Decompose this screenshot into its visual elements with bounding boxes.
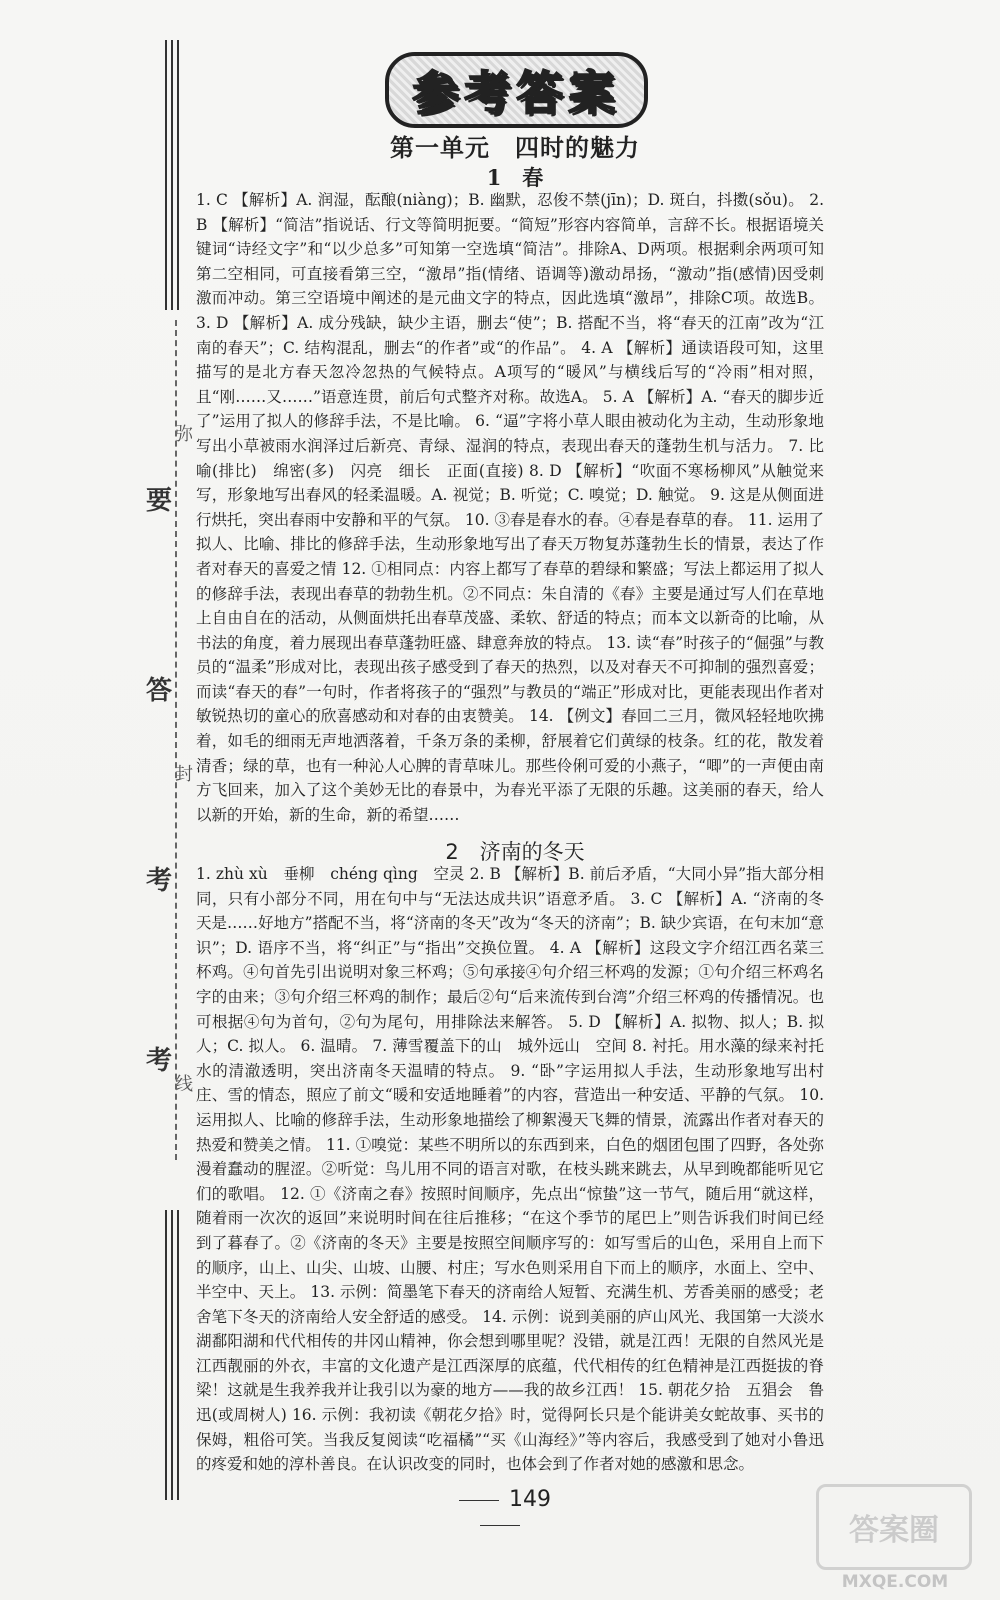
binding-rail — [165, 40, 167, 310]
binding-seal-text: 要 — [145, 486, 172, 516]
answer-text: 1. C 【解析】A. 润湿，酝酿(niàng)；B. 幽默，忍俊不禁(jīn)；D. 斑白，抖擞(sǒu)。 2. B 【解析】“简洁”指说话、行文等简明扼要。“简短”形容内容简单，言辞不长。根据语境关键词“诗经文字”和“以少总多”可知第一空选填“简洁”。排除A、D两项。根据剩余两项可知第二空相同，可直接看第三空，“激昂”指(情绪、语调等)激动昂扬，“激动”指(感情)因受刺激而冲动。第三空语境中阐述的是元曲文字的特点，因此选填“激昂”，排除C项。故选B。 3. D 【解析】A. 成分残缺，缺少主语，删去“使”；B. 搭配不当，将“春天的江南”改为“江南的春天”；C. 结构混乱，删去“的作者”或“的作品”。 4. A 【解析】通读语段可知，这里描写的是北方春天忽冷忽热的气候特点。A项写的“暖风”与横线后写的“冷雨”相对照，且“刚……又……”语意连贯，前后句式整齐对称。故选A。 5. A 【解析】A. “春天的脚步近了”运用了拟人的修辞手法，不是比喻。 6. “逼”字将小草人眼由被动化为主动，生动形象地写出小草被雨水润泽过后新亮、青绿、湿润的特点，表现出春天的蓬勃生机与活力。 7. 比喻(排比) 绵密(多) 闪亮 细长 正面(直接) 8. D 【解析】“吹面不寒杨柳风”从触觉来写，形象地写出春风的轻柔温暖。A. 视觉；B. 听觉；C. 嗅觉；D. 触觉。 9. 这是从侧面进行烘托，突出春雨中安静和平的气氛。 10. ③春是春水的春。④春是春草的春。 11. 运用了拟人、比喻、排比的修辞手法，生动形象地写出了春天万物复苏蓬勃生长的情景，表达了作者对春天的喜爱之情 12. ①相同点：内容上都写了春草的碧绿和繁盛；写法上都运用了拟人的修辞手法，表现出春草的勃勃生机。②不同点：朱自清的《春》主要是通过写人们在草地上自由自在的活动，从侧面烘托出春草茂盛、柔软、舒适的特点；而本文以新奇的比喻，从书法的角度，着力展现出春草蓬勃旺盛、肆意奔放的特点。 13. 读“春”时孩子的“倔强”与教员的“温柔”形成对比，表现出孩子感受到了春天的热烈，以及对春天不可抑制的强烈喜爱；而读“春天的春”一句时，作者将孩子的“强烈”与教员的“端正”形成对比，更能表现出作者对敏锐热切的童心的欣喜感动和对春的由衷赞美。 14. 【例文】春回二三月，微风轻轻地吹拂着，如毛的细雨无声地洒落着，千条万条的柔柳，舒展着它们黄绿的枝条。红的花，散发着清香；绿的草，也有一种沁人心脾的青草味儿。那些伶俐可爱的小燕子，“唧”的一声便由南方飞回来，加入了这个美妙无比的春景中，为春光平添了无限的乐趣。这美丽的春天，给人以新的开始，新的生命，新的希望…… — [196, 191, 825, 824]
watermark-logo: 答案圈 — [816, 1484, 972, 1570]
lesson-title: 2 济南的冬天 — [445, 840, 585, 864]
binding-rail — [165, 1210, 167, 1500]
lesson-title: 1 春 — [486, 165, 544, 190]
binding-seal-text: 考 — [145, 1046, 172, 1076]
page-number: 149 — [420, 1487, 580, 1537]
banner-text: 参考答案 — [412, 66, 621, 120]
binding-seal-text: 答 — [145, 676, 172, 706]
binding-rail — [171, 1210, 173, 1500]
watermark-url: MXQE.COM — [841, 1572, 949, 1592]
binding-small-text: 弥 — [175, 424, 193, 445]
binding-rail — [177, 40, 179, 310]
cut-line — [175, 320, 177, 1160]
binding-seal-text: 考 — [145, 866, 172, 896]
binding-rail — [177, 1210, 179, 1500]
binding-rail — [171, 40, 173, 310]
binding-small-text: 线 — [175, 1074, 193, 1095]
unit-title: 第一单元 四时的魅力 — [390, 133, 640, 162]
answer-text: 1. zhù xù 垂柳 chéng qìng 空灵 2. B 【解析】B. 前后矛盾，“大同小异”指大部分相同，只有小部分不同，用在句中与“无法达成共识”语意矛盾。 3. C 【解析】A. “济南的冬天是……好地方”搭配不当，将“济南的冬天”改为“冬天的济南”；B. 缺少宾语，在句末加“意识”；D. 语序不当，将“纠正”与“指出”交换位置。 4. A 【解析】这段文字介绍江西名菜三杯鸡。④句首先引出说明对象三杯鸡；⑤句承接④句介绍三杯鸡的发源；①句介绍三杯鸡名字的由来；③句介绍三杯鸡的制作；最后②句“后来流传到台湾”介绍三杯鸡的传播情况。也可根据④句为首句，②句为尾句，用排除法来解答。 5. D 【解析】A. 拟物、拟人；B. 拟人；C. 拟人。 6. 温晴。 7. 薄雪覆盖下的山 城外远山 空间 8. 衬托。用水藻的绿来衬托水的清澈透明，突出济南冬天温晴的特点。 9. “卧”字运用拟人手法，生动形象地写出村庄、雪的情态，照应了前文“暖和安适地睡着”的内容，营造出一种安适、平静的气氛。 10. 运用拟人、比喻的修辞手法，生动形象地描绘了柳絮漫天飞舞的情景，流露出作者对春天的热爱和赞美之情。 11. ①嗅觉：某些不明所以的东西到来，白色的烟团包围了四野，各处弥漫着蠢动的腥涩。②听觉：鸟儿用不同的语言对歌，在枝头跳来跳去，从早到晚都能听见它们的歌唱。 12. ①《济南之春》按照时间顺序，先点出“惊蛰”这一节气，随后用“就这样，随着雨一次次的返回”来说明时间在往后推移；“在这个季节的尾巴上”则告诉我们时间已经到了暮春了。②《济南的冬天》主要是按照空间顺序写的：如写雪后的山色，采用自上而下的顺序，山上、山尖、山坡、山腰、村庄；写水色则采用自下而上的顺序，水面上、空中、半空中、天上。 13. 示例：简墨笔下春天的济南给人短暂、充满生机、芳香美丽的感受；老舍笔下冬天的济南给人安全舒适的感受。 14. 示例：说到美丽的庐山风光、我国第一大淡水湖鄱阳湖和代代相传的井冈山精神，你会想到哪里呢？没错，就是江西！无限的自然风光是江西靓丽的外衣，丰富的文化遗产是江西深厚的底蕴，代代相传的红色精神是江西挺拔的脊梁！这就是生我养我并让我引以为豪的地方——我的故乡江西！ 15. 朝花夕拾 五猖会 鲁迅(或周树人) 16. 示例：我初读《朝花夕拾》时，觉得阿长只是个能讲美女蛇故事、买书的保姆，粗俗可笑。当我反复阅读“吃福橘”“买《山海经》”等内容后，我感受到了她对小鲁迅的疼爱和她的淳朴善良。在认识改变的同时，也体会到了作者对她的感激和思念。 — [196, 865, 824, 1474]
binding-small-text: 封 — [175, 764, 193, 785]
answer-banner — [385, 52, 648, 128]
